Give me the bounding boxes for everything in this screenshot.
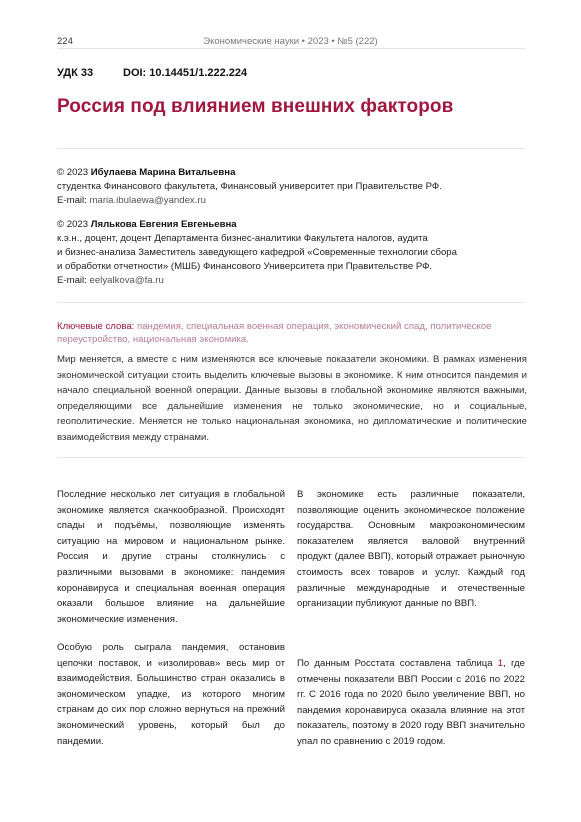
author-1-heading: © 2023 Ибулаева Марина Витальевна [57, 167, 236, 178]
abstract: Мир меняется, а вместе с ним изменяются все ключевые показатели экономики. В рамках изменения экономической ситуации стоить выделить ключевые вызовы в экономике. К ним относится пандемия и начало специальной военной операции. Данные вызовы в глобальной экономике являются важными, определяющими все дальнейшие изменения не только экономические, но и социальные, геополитические. Меняется не только национальная экономика, но дипломатические и политические взаимодействия между странами. [57, 354, 527, 443]
page-number: 224 [57, 36, 73, 47]
author-2-affiliation-line: к.э.н., доцент, доцент Департамента бизнес-аналитики Факультета налогов, аудита [57, 233, 428, 244]
author-1-name: Ибулаева Марина Витальевна [90, 167, 236, 178]
author-2-email-line: E-mail: eelyalkova@fa.ru [57, 275, 164, 286]
author-2-name: Лялькова Евгения Евгеньевна [90, 219, 237, 230]
table-reference-link[interactable]: 1 [497, 658, 504, 669]
author-1-affiliation: студентка Финансового факультета, Финансовый университет при Правительстве РФ. [57, 181, 442, 192]
running-head: Экономические науки • 2023 • №5 (222) [203, 36, 378, 47]
body-left-paragraph-1: Последние несколько лет ситуация в глобальной экономике является скачкообразной. Происходят спады и подъёмы, позволяющие изменять ситуацию на мировом и национальном рынке. Россия и другие страны столкнулись с различными вызовами в экономике: пандемия коронавируса и специальная военная операция оказали большое влияние на дальнейшие экономические изменения. [57, 489, 285, 625]
authors-divider [57, 302, 525, 303]
body-left-paragraph-2: Особую роль сыграла пандемия, остановив цепочки поставок, и «изолировав» весь мир от взаимодействия. Большинство стран оказались в экономическом упадке, из которого многим странам до сих пор сложно вернуться на прежний экономический уровень, который был до пандемии. [57, 642, 285, 747]
author-1 [57, 166, 527, 208]
body-right-paragraph-1: В экономике есть различные показатели, позволяющие оценить экономическое положение государства. Основным макроэкономическим показателем является валовой внутренний продукт (далее ВВП), который отражает рыночную стоимость всех товаров и услуг. Каждый год различные международные и отечественные организации публикуют данные по ВВП. [297, 489, 525, 610]
author-1-email[interactable]: maria.ibulaewa@yandex.ru [89, 195, 206, 206]
body-right-paragraph-2: По данным Росстата составлена таблица 1, где отмечены показатели ВВП России с 2016 по 2022 гг. С 2016 года по 2020 было увеличение ВВП, но пандемия коронавируса оказала влияние на этот показатель, поэтому в 2020 году ВВП значительно упал по сравнению с 2019 годом. [297, 658, 525, 747]
doi: DOI: 10.14451/1.222.224 [123, 67, 248, 79]
title-divider [57, 148, 525, 149]
abstract-divider [57, 457, 525, 458]
article-title: Россия под влиянием внешних факторов [57, 96, 454, 117]
author-2-affiliation-line: и обработки отчетности» (МШБ) Финансового Университета при Правительстве РФ. [57, 261, 433, 272]
keywords [57, 320, 527, 346]
header-divider [57, 48, 525, 49]
keywords-text: пандемия, специальная военная операция, экономический спад, политическое переустройство, национальная экономика. [57, 321, 492, 345]
keywords-label: Ключевые слова: [57, 321, 135, 332]
author-1-email-line: E-mail: maria.ibulaewa@yandex.ru [57, 195, 206, 206]
author-2-affiliation-line: и бизнес-анализа Заместитель заведующего кафедрой «Современные технологии сбора [57, 247, 457, 258]
author-2-heading: © 2023 Лялькова Евгения Евгеньевна [57, 219, 237, 230]
udk-code: УДК 33 [57, 67, 94, 79]
author-2 [57, 218, 527, 288]
author-2-email[interactable]: eelyalkova@fa.ru [89, 275, 164, 286]
